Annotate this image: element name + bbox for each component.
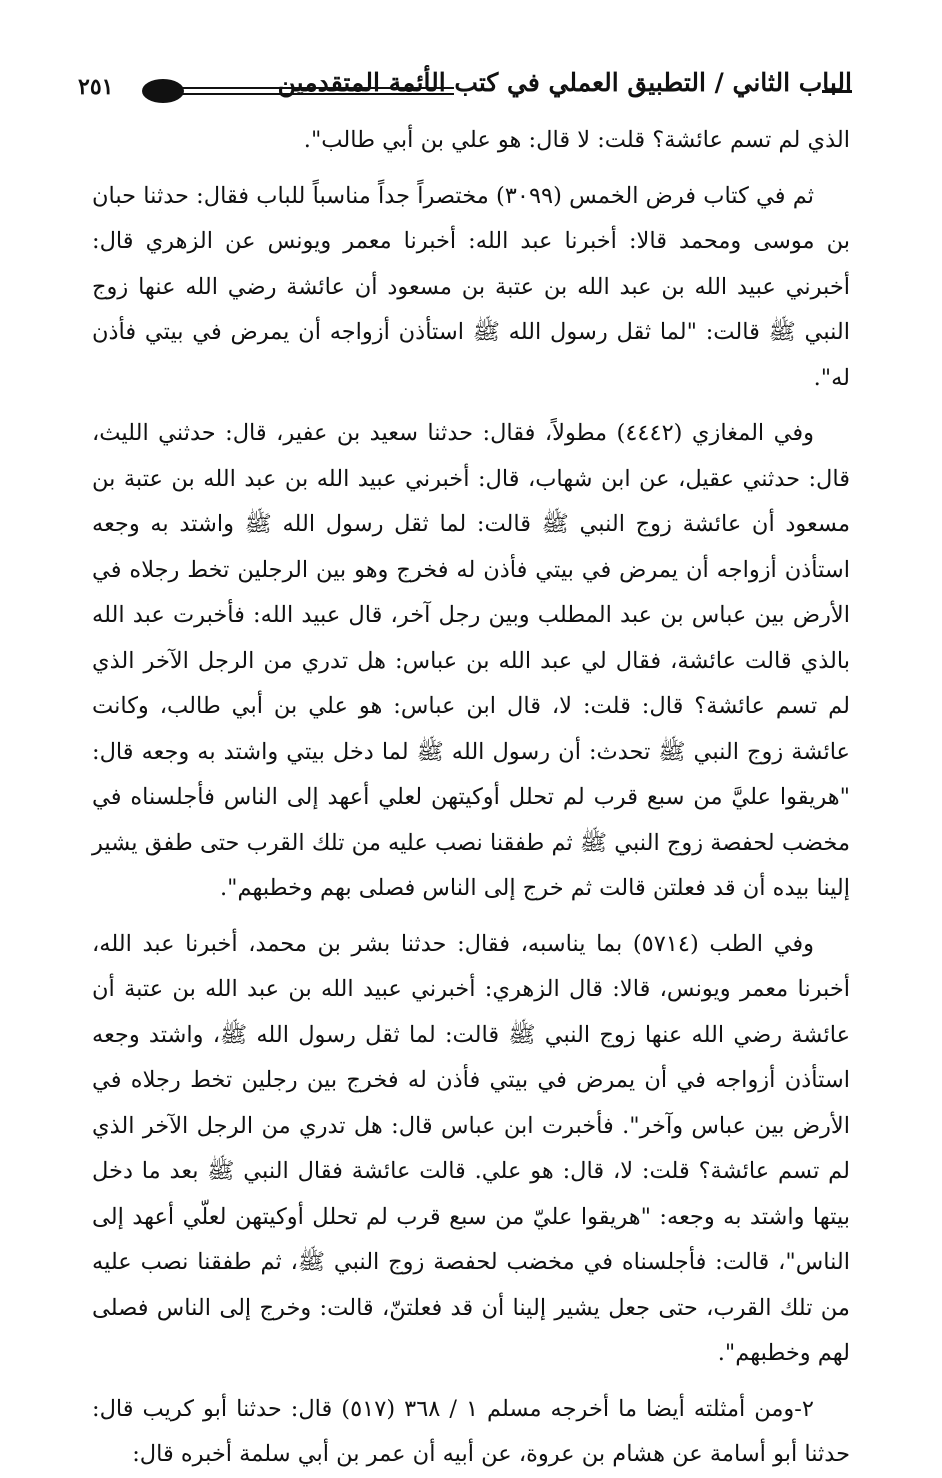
paragraph-example-two: ٢-ومن أمثلته أيضا ما أخرجه مسلم ١ / ٣٦٨ (٥١٧) قال: حدثنا أبو كريب قال: حدثنا أبو أسامة عن هشام بن عروة، عن أبيه أن عمر بن أبي سلمة أخبره قال: — [92, 1395, 850, 1467]
page-number: ٢٥١ — [78, 74, 114, 100]
paragraph-tibb: وفي الطب (٥٧١٤) بما يناسبه، فقال: حدثنا بشر بن محمد، أخبرنا عبد الله، أخبرنا معمر ويونس، قالا: قال الزهري: أخبرني عبيد الله بن عبد الله بن عتبة أن عائشة رضي الله عنها زوج النبي ﷺ قالت: لما ثقل رسول الله ﷺ، واشتد وجعه استأذن أزواجه في أن يمرض في بيتي فأذن له فخرج بين رجلين تخط رجلاه في الأرض بين عباس وآخر". فأخبرت ابن عباس قال: هل تدري من الرجل الآخر الذي لم تسم عائشة؟ قلت: لا، قال: هو علي. قالت عائشة فقال النبي ﷺ بعد ما دخل بيتها واشتد به وجعه: "هريقوا عليّ من سبع قرب لم تحلل أوكيتهن لعلّي أعهد إلى الناس"، قالت: فأجلسناه في مخضب لحفصة زوج النبي ﷺ، ثم طفقنا نصب عليه من تلك القرب، حتى جعل يشير إلينا أن قد فعلتنّ، قالت: وخرج إلى الناس فصلى لهم وخطبهم". — [92, 930, 850, 1366]
paragraph-maghazi: وفي المغازي (٤٤٤٢) مطولاً، فقال: حدثنا سعيد بن عفير، قال: حدثني الليث، قال: حدثني عقيل، عن ابن شهاب، قال: أخبرني عبيد الله بن عبد الله بن عتبة بن مسعود أن عائشة زوج النبي ﷺ قالت: لما ثقل رسول الله ﷺ واشتد به وجعه استأذن أزواجه أن يمرض في بيتي فأذن له فخرج وهو بين الرجلين تخط رجلاه في الأرض بين عباس بن عبد المطلب وبين رجل آخر، قال عبيد الله: فأخبرت عبد الله بالذي قالت عائشة، فقال لي عبد الله بن عباس: هل تدري من الرجل الآخر الذي لم تسم عائشة؟ قال: قلت: لا، قال ابن عباس: هو علي بن أبي طالب، وكانت عائشة زوج النبي ﷺ تحدث: أن رسول الله ﷺ لما دخل بيتي واشتد به وجعه قال: "هريقوا عليَّ من سبع قرب لم تحلل أوكيتهن لعلي أعهد إلى الناس فأجلسناه في مخضب لحفصة زوج النبي ﷺ ثم طفقنا نصب عليه من تلك القرب حتى طفق يشير إلينا بيده أن قد فعلتن قالت ثم خرج إلى الناس فصلى بهم وخطبهم". — [92, 420, 850, 901]
paragraph-farḍ-al-khums: ثم في كتاب فرض الخمس (٣٠٩٩) مختصراً جداً مناسباً للباب فقال: حدثنا حبان بن موسى ومحمد قالا: أخبرنا عبد الله: أخبرنا معمر ويونس عن الزهري قال: أخبرني عبيد الله بن عبد الله بن عتبة بن مسعود أن عائشة رضي الله عنها زوج النبي ﷺ قالت: "لما ثقل رسول الله ﷺ استأذن أزواجه أن يمرض في بيتي فأذن له". — [92, 182, 850, 391]
running-header — [70, 60, 852, 112]
paragraph-continuation: الذي لم تسم عائشة؟ قلت: لا قال: هو علي بن أبي طالب". — [303, 127, 850, 153]
header-double-rule — [172, 87, 454, 95]
body-text — [92, 118, 850, 1478]
chapter-title: الباب الثاني / التطبيق العملي في كتب الأئمة المتقدمين — [277, 68, 852, 97]
header-ornament — [142, 79, 184, 103]
